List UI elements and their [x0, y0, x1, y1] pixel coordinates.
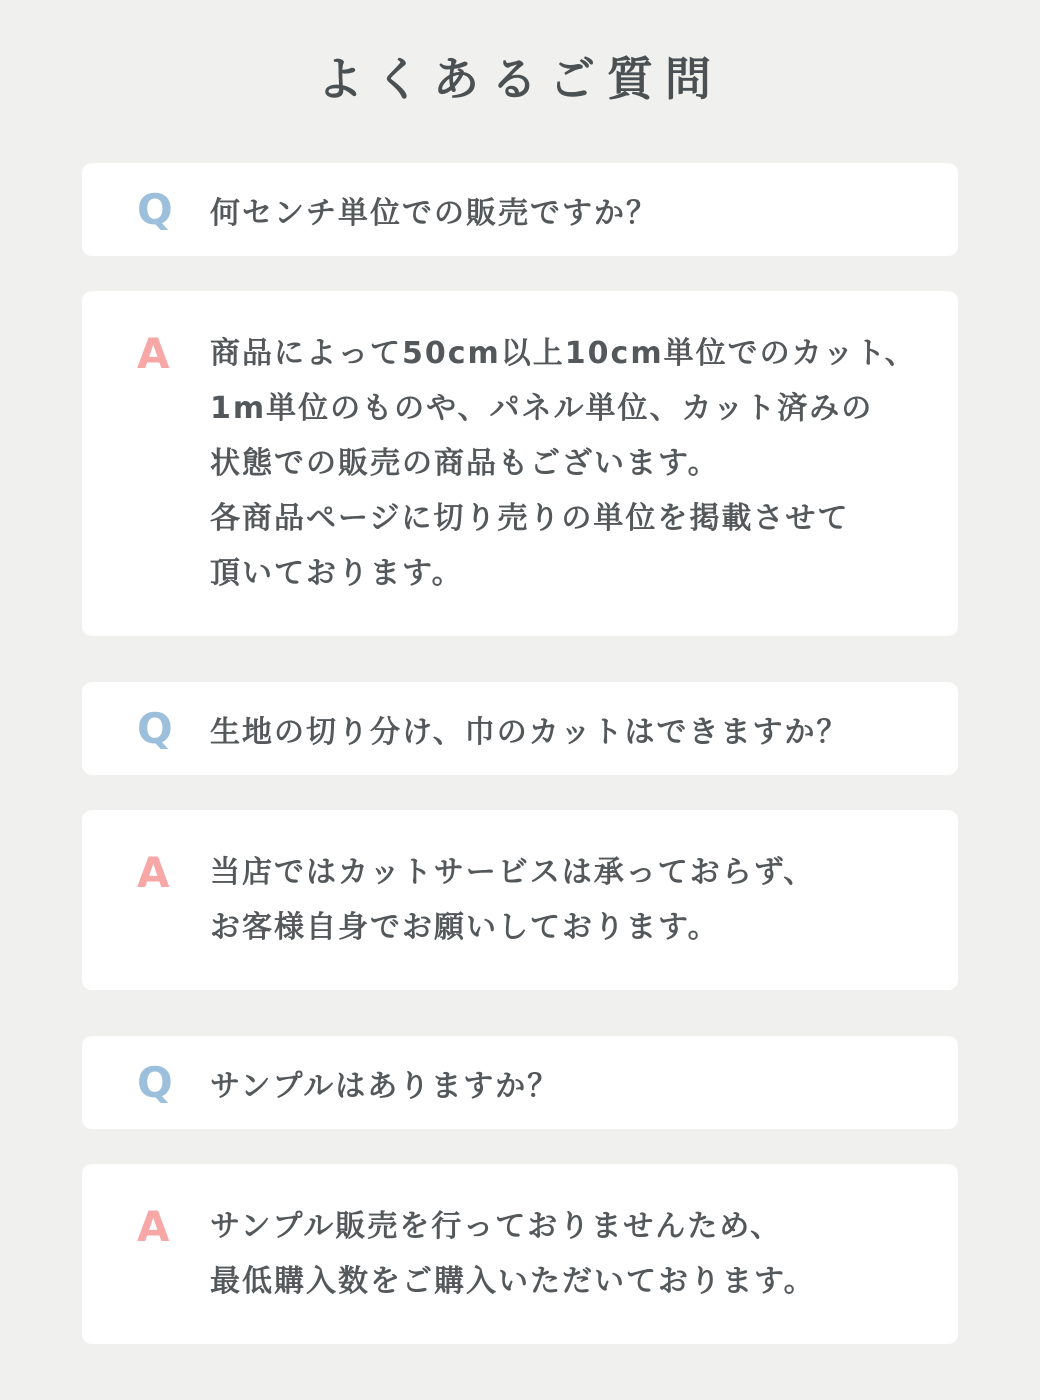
answer-line: 状態での販売の商品もございます。	[210, 446, 720, 481]
answer-badge: A	[137, 848, 170, 897]
answer-line: 最低購入数をご購入いただいております。	[210, 1264, 816, 1299]
question-text: 何センチ単位での販売ですか？	[210, 195, 658, 231]
question-badge: Q	[137, 1058, 173, 1107]
answer-text	[210, 326, 917, 601]
answer-badge: A	[137, 1202, 170, 1251]
answer-line: 1m単位のものや、パネル単位、カット済みの	[210, 391, 874, 426]
page-title: よくあるご質問	[317, 52, 723, 106]
faq-answer-card	[82, 810, 958, 990]
faq-question-card	[82, 1036, 958, 1129]
answer-text	[210, 1199, 816, 1309]
answer-line: 当店ではカットサービスは承っておらず、	[210, 855, 816, 890]
faq-answer-card	[82, 291, 958, 636]
answer-line: 各商品ページに切り売りの単位を掲載させて	[210, 501, 850, 536]
answer-badge: A	[137, 329, 170, 378]
faq-question-card	[82, 682, 958, 775]
question-text: サンプルはありますか？	[210, 1068, 560, 1104]
question-badge: Q	[137, 185, 173, 234]
answer-line: 商品によって50cm以上10cm単位でのカット、	[210, 336, 917, 371]
answer-line: 頂いております。	[210, 556, 464, 591]
question-badge: Q	[137, 704, 173, 753]
question-text: 生地の切り分け、巾のカットはできますか？	[210, 714, 849, 750]
answer-line: サンプル販売を行っておりませんため、	[210, 1209, 783, 1244]
answer-line: お客様自身でお願いしております。	[210, 910, 720, 945]
faq-answer-card	[82, 1164, 958, 1344]
faq-question-card	[82, 163, 958, 256]
answer-text	[210, 845, 815, 955]
